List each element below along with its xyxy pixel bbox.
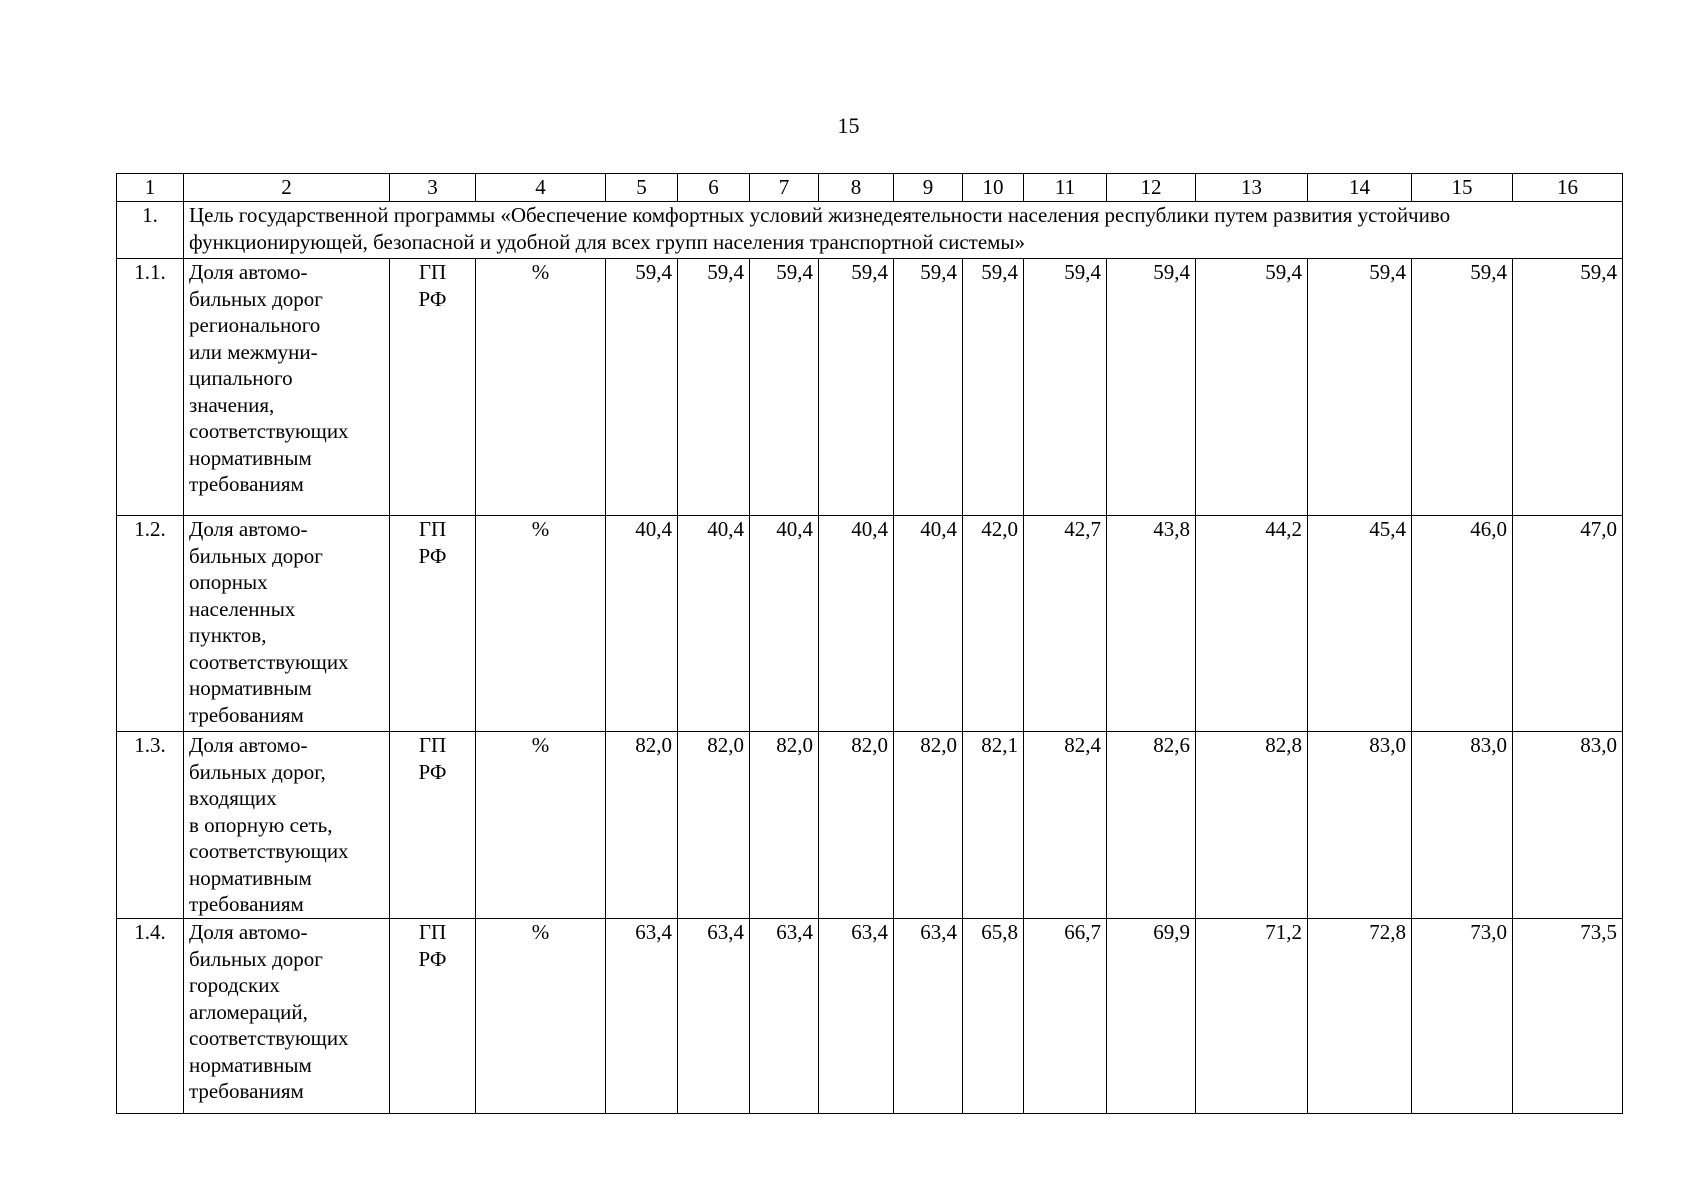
indicator-source: ГП РФ: [390, 732, 476, 919]
table-row: [117, 516, 1623, 732]
value-cell: 71,2: [1196, 919, 1308, 1114]
value-cell: 73,0: [1412, 919, 1513, 1114]
indicator-unit: %: [476, 732, 606, 919]
value-cell: 82,4: [1024, 732, 1107, 919]
indicator-name: Доля автомо- бильных дорог, входящих в опорную сеть, соответствующих нормативным требованиям: [184, 732, 390, 919]
column-number-header: 3: [390, 174, 476, 202]
column-number-header: 13: [1196, 174, 1308, 202]
value-cell: 42,0: [963, 516, 1024, 732]
value-cell: 82,0: [606, 732, 678, 919]
value-cell: 69,9: [1107, 919, 1196, 1114]
indicator-name: Доля автомо- бильных дорог опорных населенных пунктов, соответствующих нормативным требованиям: [184, 516, 390, 732]
indicator-source: ГП РФ: [390, 919, 476, 1114]
value-cell: 82,1: [963, 732, 1024, 919]
value-cell: 59,4: [678, 259, 750, 516]
value-cell: 63,4: [750, 919, 819, 1114]
value-cell: 82,0: [678, 732, 750, 919]
value-cell: 59,4: [963, 259, 1024, 516]
value-cell: 82,6: [1107, 732, 1196, 919]
value-cell: 72,8: [1308, 919, 1412, 1114]
table-row: [117, 919, 1623, 1114]
value-cell: 40,4: [819, 516, 894, 732]
column-number-header: 2: [184, 174, 390, 202]
value-cell: 82,0: [819, 732, 894, 919]
value-cell: 59,4: [1107, 259, 1196, 516]
column-number-header: 9: [894, 174, 963, 202]
value-cell: 59,4: [1196, 259, 1308, 516]
value-cell: 59,4: [894, 259, 963, 516]
table-row: [117, 732, 1623, 919]
value-cell: 59,4: [819, 259, 894, 516]
indicator-unit: %: [476, 259, 606, 516]
column-number-header: 4: [476, 174, 606, 202]
value-cell: 63,4: [678, 919, 750, 1114]
value-cell: 45,4: [1308, 516, 1412, 732]
indicator-name: Доля автомо- бильных дорог городских агломераций, соответствующих нормативным требованиям: [184, 919, 390, 1114]
value-cell: 59,4: [1308, 259, 1412, 516]
value-cell: 44,2: [1196, 516, 1308, 732]
value-cell: 73,5: [1513, 919, 1623, 1114]
column-number-header: 6: [678, 174, 750, 202]
value-cell: 47,0: [1513, 516, 1623, 732]
value-cell: 40,4: [750, 516, 819, 732]
value-cell: 63,4: [819, 919, 894, 1114]
table-row: [117, 259, 1623, 516]
column-number-header: 1: [117, 174, 184, 202]
value-cell: 63,4: [606, 919, 678, 1114]
value-cell: 40,4: [894, 516, 963, 732]
indicator-source: ГП РФ: [390, 516, 476, 732]
value-cell: 59,4: [606, 259, 678, 516]
value-cell: 63,4: [894, 919, 963, 1114]
column-number-header: 10: [963, 174, 1024, 202]
column-number-header: 16: [1513, 174, 1623, 202]
value-cell: 65,8: [963, 919, 1024, 1114]
goal-number: 1.: [117, 202, 184, 259]
column-number-header: 8: [819, 174, 894, 202]
column-number-header: 7: [750, 174, 819, 202]
row-number: 1.2.: [117, 516, 184, 732]
value-cell: 46,0: [1412, 516, 1513, 732]
value-cell: 59,4: [1024, 259, 1107, 516]
value-cell: 43,8: [1107, 516, 1196, 732]
indicator-name: Доля автомо- бильных дорог регионального или межмуни- ципального значения, соответствующих нормативным требованиям: [184, 259, 390, 516]
page-number: 15: [837, 113, 860, 138]
column-number-header: 14: [1308, 174, 1412, 202]
row-number: 1.1.: [117, 259, 184, 516]
value-cell: 82,0: [750, 732, 819, 919]
row-number: 1.3.: [117, 732, 184, 919]
value-cell: 83,0: [1513, 732, 1623, 919]
column-number-header: 12: [1107, 174, 1196, 202]
value-cell: 42,7: [1024, 516, 1107, 732]
row-number: 1.4.: [117, 919, 184, 1114]
value-cell: 59,4: [1412, 259, 1513, 516]
indicator-source: ГП РФ: [390, 259, 476, 516]
value-cell: 66,7: [1024, 919, 1107, 1114]
indicators-table: [116, 173, 1623, 1114]
column-number-header: 15: [1412, 174, 1513, 202]
column-number-row: [117, 174, 1623, 202]
value-cell: 59,4: [1513, 259, 1623, 516]
value-cell: 83,0: [1308, 732, 1412, 919]
value-cell: 40,4: [606, 516, 678, 732]
value-cell: 40,4: [678, 516, 750, 732]
goal-text: Цель государственной программы «Обеспечение комфортных условий жизнедеятельности населения республики путем развития устойчиво функционирующей, безопасной и удобной для всех групп населения транспортной системы»: [184, 202, 1623, 259]
value-cell: 82,8: [1196, 732, 1308, 919]
indicator-unit: %: [476, 919, 606, 1114]
value-cell: 59,4: [750, 259, 819, 516]
value-cell: 82,0: [894, 732, 963, 919]
column-number-header: 11: [1024, 174, 1107, 202]
value-cell: 83,0: [1412, 732, 1513, 919]
indicator-unit: %: [476, 516, 606, 732]
goal-row: [117, 202, 1623, 259]
column-number-header: 5: [606, 174, 678, 202]
